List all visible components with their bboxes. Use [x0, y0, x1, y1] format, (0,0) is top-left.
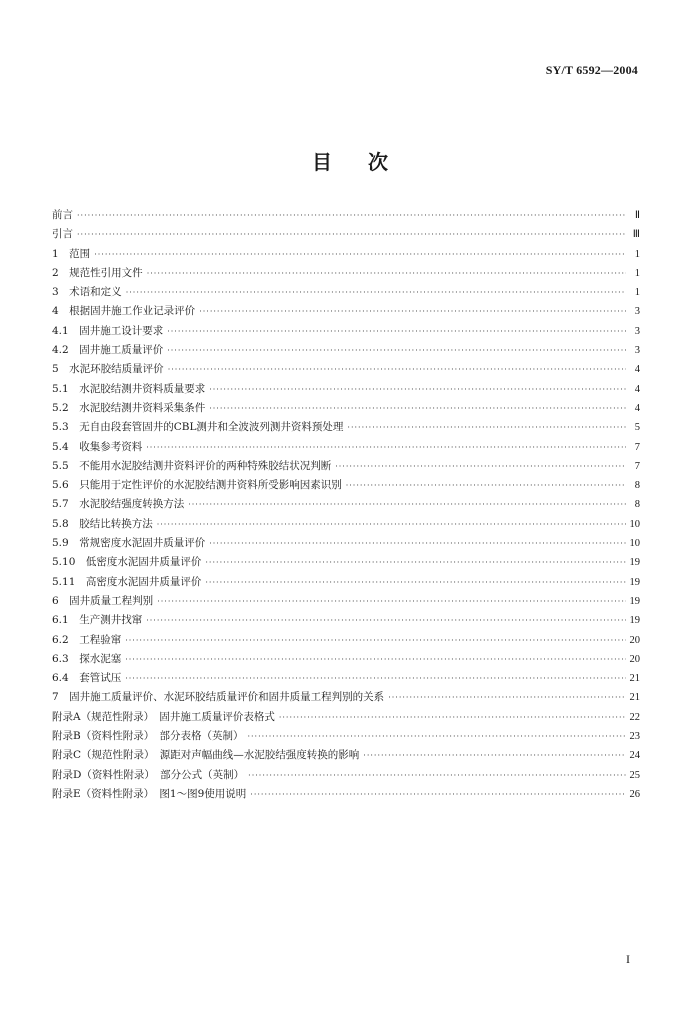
- toc-entry-page: 4: [634, 364, 640, 376]
- toc-entry-page: 3: [634, 325, 640, 337]
- toc-entry-page: 21: [629, 673, 640, 685]
- toc-entry[interactable]: [52, 785, 640, 804]
- dot-leader: [363, 746, 625, 765]
- dot-leader: [94, 245, 626, 264]
- toc-entry[interactable]: [52, 457, 640, 476]
- toc-entry[interactable]: [52, 245, 640, 264]
- dot-leader: [167, 341, 626, 360]
- standard-code: SY/T 6592—2004: [545, 63, 638, 77]
- dot-leader: [335, 457, 626, 476]
- toc-entry[interactable]: [52, 476, 640, 495]
- toc-entry[interactable]: [52, 592, 640, 611]
- toc-entry[interactable]: [52, 225, 640, 244]
- dot-leader: [146, 438, 626, 457]
- toc-entry[interactable]: [52, 418, 640, 437]
- toc-entry[interactable]: [52, 669, 640, 688]
- toc-entry-label: 2 规范性引用文件: [52, 266, 143, 279]
- toc-entry[interactable]: [52, 727, 640, 746]
- toc-entry-page: 24: [629, 750, 640, 762]
- dot-leader: [126, 283, 626, 302]
- dot-leader: [188, 495, 626, 514]
- page-title: 目次: [312, 150, 424, 174]
- toc-entry-page: 1: [634, 267, 640, 279]
- toc-entry-label: 5.7 水泥胶结强度转换方法: [52, 498, 185, 511]
- toc-entry-page: 20: [629, 634, 640, 646]
- toc-entry-label: 6.4 套管试压: [52, 672, 122, 685]
- dot-leader: [209, 380, 626, 399]
- toc-entry-label: 6.2 工程验窜: [52, 633, 122, 646]
- toc-entry-label: 5.4 收集参考资料: [52, 440, 143, 453]
- toc-entry-page: 26: [629, 788, 640, 800]
- toc-entry[interactable]: [52, 650, 640, 669]
- toc-entry-page: 5: [634, 422, 640, 434]
- dot-leader: [199, 302, 626, 321]
- dot-leader: [248, 766, 625, 785]
- toc-entry[interactable]: [52, 495, 640, 514]
- toc-entry[interactable]: [52, 553, 640, 572]
- dot-leader: [125, 669, 625, 688]
- toc-entry[interactable]: [52, 206, 640, 225]
- toc-entry-page: 7: [634, 441, 640, 453]
- toc-entry[interactable]: [52, 708, 640, 727]
- toc-entry[interactable]: [52, 360, 640, 379]
- dot-leader: [346, 476, 626, 495]
- toc-entry-label: 附录E（资料性附录） 图1～图9使用说明: [52, 787, 247, 800]
- dot-leader: [157, 515, 626, 534]
- toc-entry-label: 附录C（规范性附录） 源距对声幅曲线—水泥胶结强度转换的影响: [52, 749, 360, 762]
- dot-leader: [209, 534, 625, 553]
- toc-entry[interactable]: [52, 631, 640, 650]
- dot-leader: [147, 264, 626, 283]
- toc-entry-page: 19: [629, 615, 640, 627]
- toc-entry-label: 引言: [52, 228, 73, 241]
- table-of-contents: [52, 206, 640, 804]
- toc-entry-label: 4.2 固井施工质量评价: [52, 344, 164, 357]
- toc-entry[interactable]: [52, 515, 640, 534]
- toc-entry[interactable]: [52, 746, 640, 765]
- toc-entry-label: 5.9 常规密度水泥固井质量评价: [52, 537, 206, 550]
- toc-entry[interactable]: [52, 611, 640, 630]
- toc-entry-page: Ⅲ: [632, 229, 640, 241]
- toc-entry-page: 22: [629, 711, 640, 723]
- dot-leader: [247, 727, 625, 746]
- toc-entry-label: 前言: [52, 209, 73, 221]
- toc-entry-label: 5 水泥环胶结质量评价: [52, 363, 164, 376]
- toc-entry-label: 7 固井施工质量评价、水泥环胶结质量评价和固井质量工程判别的关系: [52, 691, 385, 704]
- toc-entry-label: 5.10 低密度水泥固井质量评价: [52, 556, 202, 569]
- toc-entry-label: 6.3 探水泥塞: [52, 652, 122, 665]
- dot-leader: [168, 360, 626, 379]
- toc-entry-label: 4 根据固井施工作业记录评价: [52, 305, 196, 318]
- toc-entry-label: 5.11 高密度水泥固井质量评价: [52, 575, 202, 588]
- toc-entry-page: 3: [634, 306, 640, 318]
- toc-entry[interactable]: [52, 573, 640, 592]
- dot-leader: [209, 399, 626, 418]
- toc-entry-page: 10: [629, 518, 640, 530]
- toc-entry[interactable]: [52, 534, 640, 553]
- toc-entry-page: Ⅱ: [634, 210, 640, 221]
- toc-entry-page: 4: [634, 383, 640, 395]
- dot-leader: [388, 688, 625, 707]
- toc-entry-page: 3: [634, 345, 640, 357]
- dot-leader: [205, 553, 625, 572]
- dot-leader: [77, 206, 626, 225]
- toc-entry-page: 8: [634, 499, 640, 511]
- toc-entry[interactable]: [52, 380, 640, 399]
- toc-entry-label: 6.1 生产测井找窜: [52, 614, 143, 627]
- toc-entry-label: 4.1 固井施工设计要求: [52, 324, 164, 337]
- toc-entry-page: 23: [629, 731, 640, 743]
- toc-entry-page: 21: [629, 692, 640, 704]
- toc-entry[interactable]: [52, 264, 640, 283]
- dot-leader: [157, 592, 625, 611]
- dot-leader: [146, 611, 625, 630]
- toc-entry-label: 5.5 不能用水泥胶结测井资料评价的两种特殊胶结状况判断: [52, 459, 332, 472]
- toc-entry-page: 8: [634, 480, 640, 492]
- page-number: I: [626, 952, 630, 966]
- toc-entry-label: 附录A（规范性附录） 固井施工质量评价表格式: [52, 710, 275, 723]
- toc-entry-label: 3 术语和定义: [52, 286, 122, 299]
- toc-entry-label: 5.3 无自由段套管固井的CBL测井和全波波列测井资料预处理: [52, 421, 344, 434]
- toc-entry-page: 19: [629, 576, 640, 588]
- dot-leader: [250, 785, 625, 804]
- toc-entry[interactable]: [52, 302, 640, 321]
- toc-entry[interactable]: [52, 341, 640, 360]
- toc-entry[interactable]: [52, 283, 640, 302]
- toc-entry[interactable]: [52, 322, 640, 341]
- toc-entry-label: 附录D（资料性附录） 部分公式（英制）: [52, 768, 245, 781]
- toc-entry[interactable]: [52, 766, 640, 785]
- toc-entry-page: 10: [629, 538, 640, 550]
- toc-entry-page: 19: [629, 557, 640, 569]
- dot-leader: [125, 631, 625, 650]
- toc-entry-label: 5.1 水泥胶结测井资料质量要求: [52, 382, 206, 395]
- dot-leader: [167, 322, 626, 341]
- toc-entry-label: 5.2 水泥胶结测井资料采集条件: [52, 401, 206, 414]
- toc-entry-label: 1 范围: [52, 247, 91, 260]
- toc-entry[interactable]: [52, 399, 640, 418]
- toc-entry[interactable]: [52, 688, 640, 707]
- toc-entry-page: 1: [634, 287, 640, 299]
- dot-leader: [125, 650, 625, 669]
- toc-entry-page: 19: [629, 595, 640, 607]
- toc-entry[interactable]: [52, 438, 640, 457]
- toc-entry-label: 5.6 只能用于定性评价的水泥胶结测井资料所受影响因素识别: [52, 479, 342, 492]
- toc-entry-page: 20: [629, 653, 640, 665]
- dot-leader: [279, 708, 626, 727]
- toc-entry-page: 1: [634, 248, 640, 260]
- dot-leader: [77, 225, 626, 244]
- toc-entry-page: 25: [629, 769, 640, 781]
- toc-entry-label: 5.8 胶结比转换方法: [52, 517, 153, 530]
- toc-entry-label: 6 固井质量工程判别: [52, 594, 154, 607]
- toc-entry-label: 附录B（资料性附录） 部分表格（英制）: [52, 730, 244, 743]
- toc-entry-page: 4: [634, 402, 640, 414]
- dot-leader: [347, 418, 626, 437]
- toc-entry-page: 7: [634, 460, 640, 472]
- dot-leader: [205, 573, 625, 592]
